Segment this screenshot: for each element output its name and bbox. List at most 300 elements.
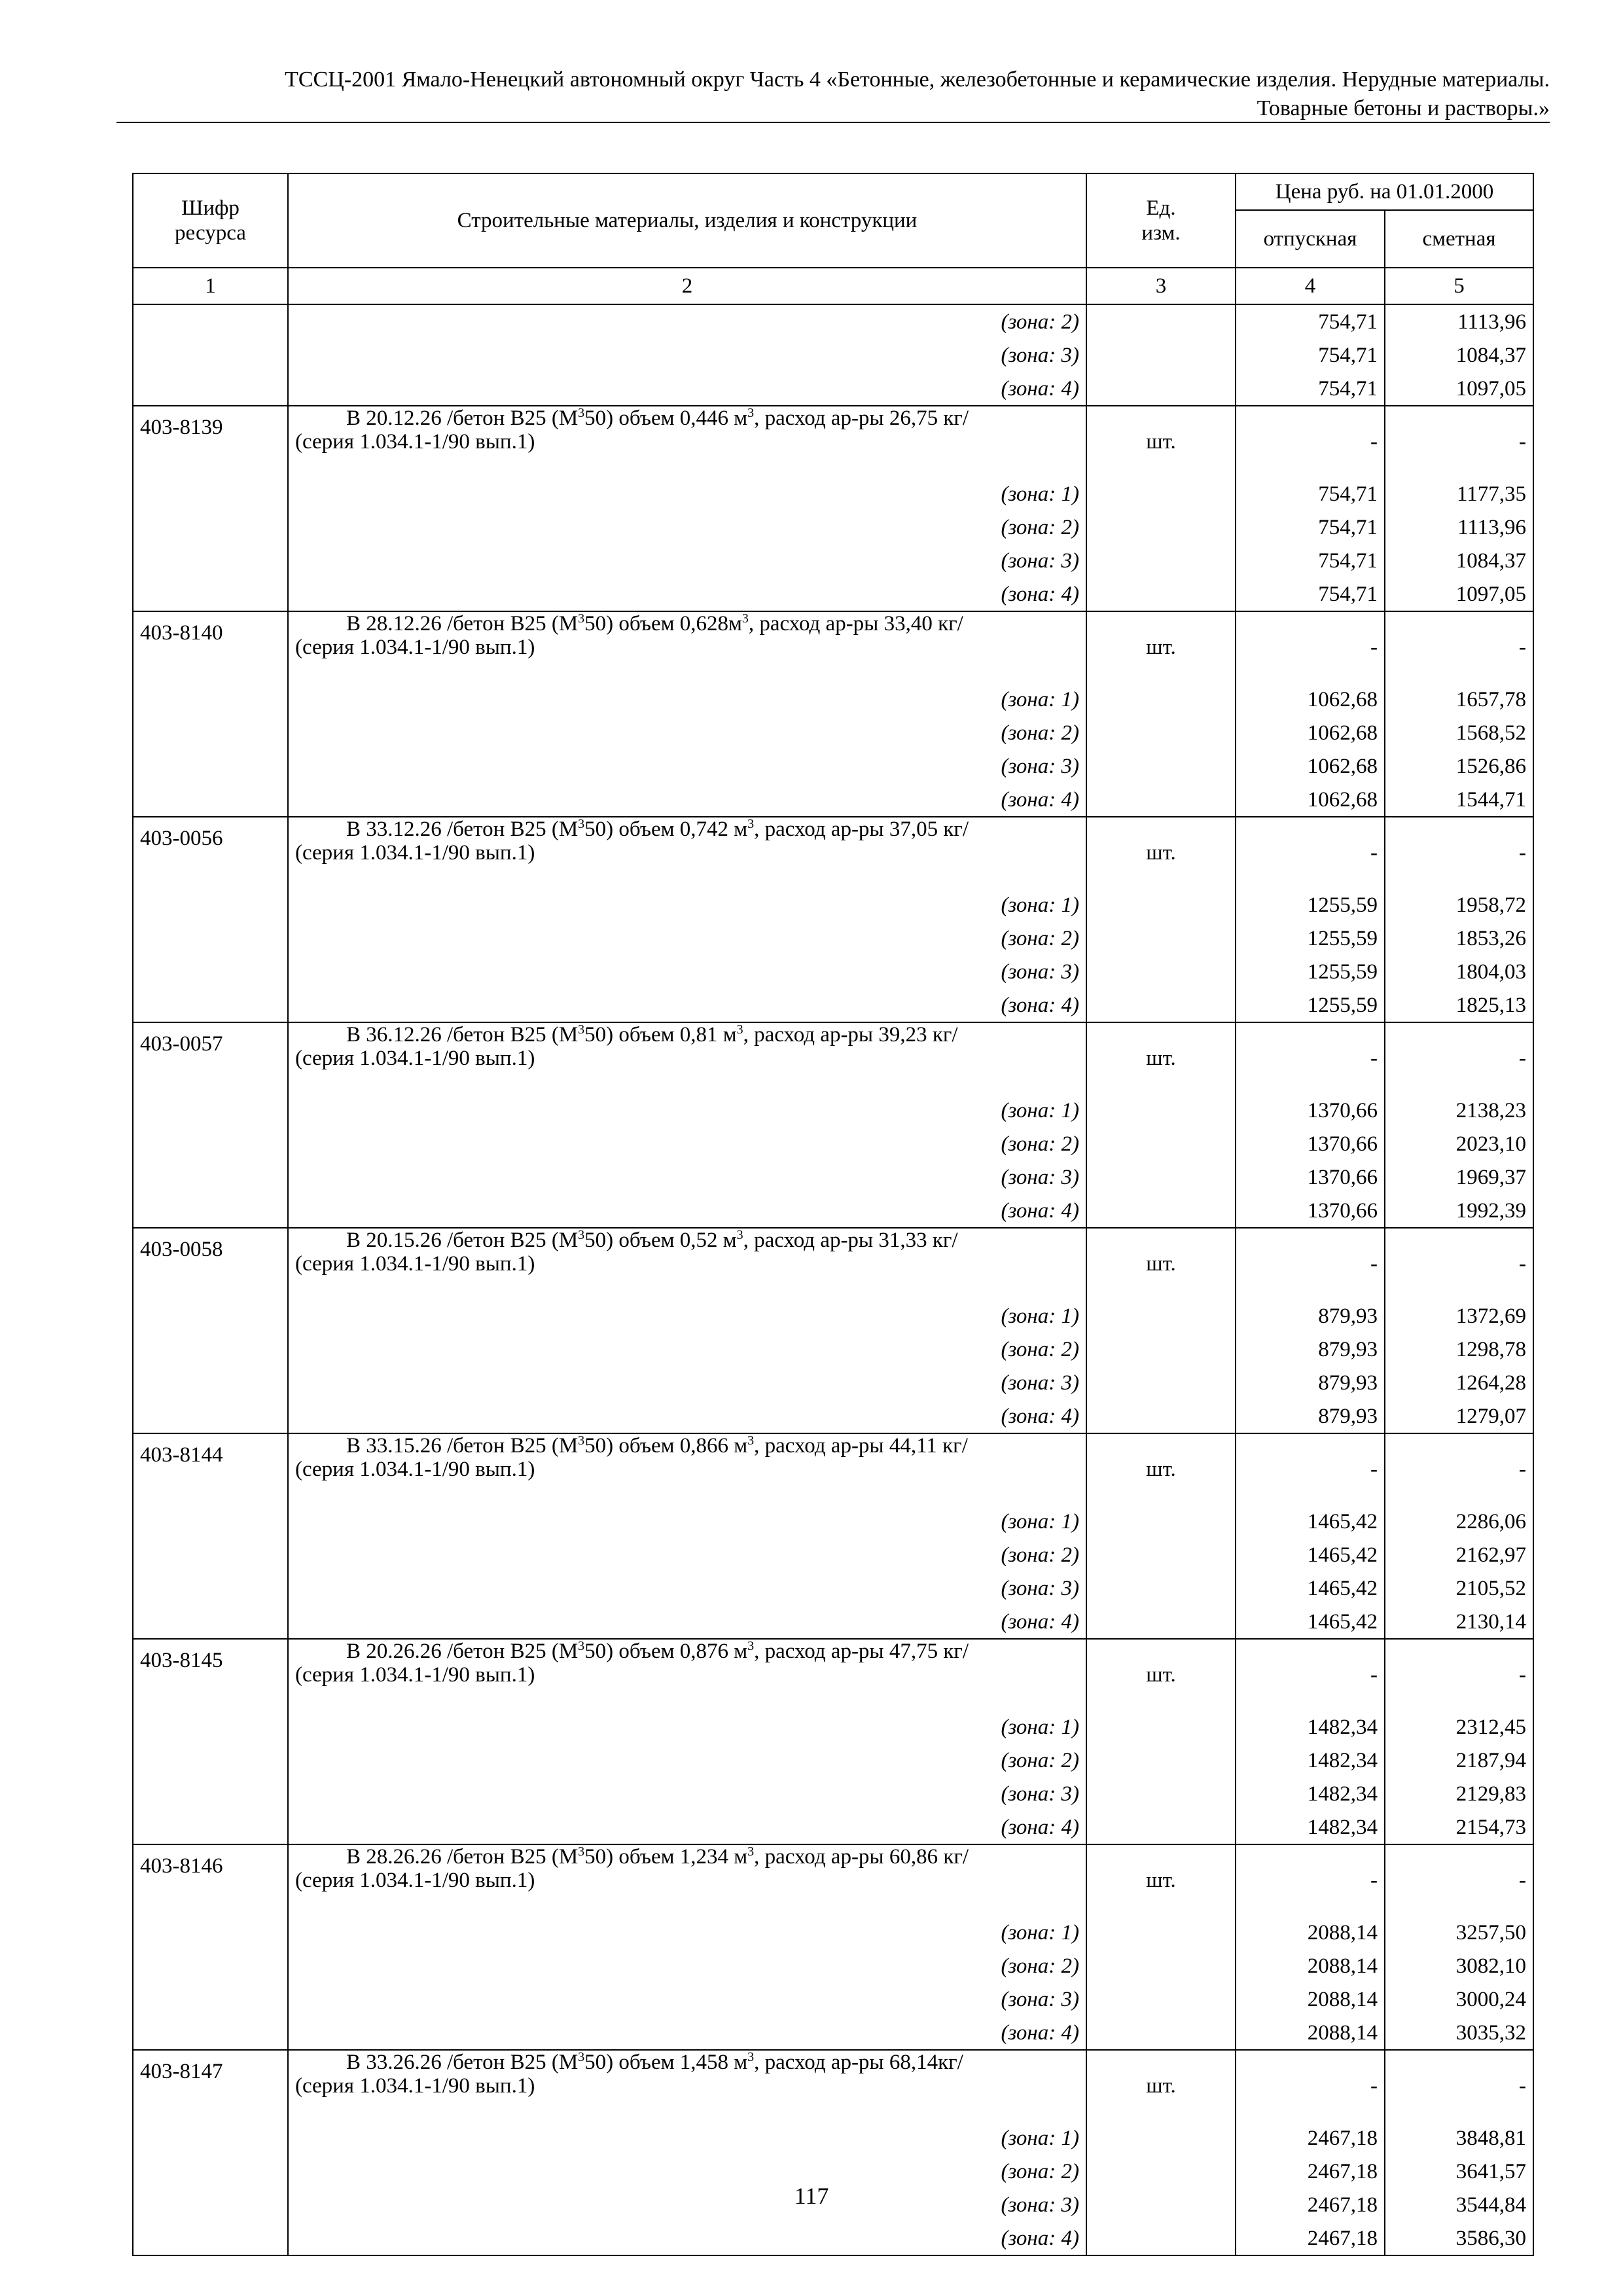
- code-cell-empty: [133, 511, 288, 544]
- unit-cell-empty: [1086, 783, 1236, 817]
- zone-label: (зона: 1): [288, 1916, 1086, 1949]
- description-part-c: , расход ар-ры 33,40 кг/: [748, 612, 963, 636]
- unit-of-measure: шт.: [1086, 1433, 1236, 1505]
- superscript-3: 3: [578, 817, 585, 831]
- code-cell-empty: [133, 1982, 288, 2016]
- superscript-3: 3: [747, 2050, 755, 2064]
- release-price: 879,93: [1236, 1299, 1385, 1333]
- unit-of-measure: шт.: [1086, 2050, 1236, 2121]
- header-num-5: 5: [1385, 268, 1533, 304]
- zone-label: (зона: 4): [288, 372, 1086, 406]
- release-price: 1255,59: [1236, 955, 1385, 988]
- header-estimate: сметная: [1385, 210, 1533, 268]
- estimate-price: 1969,37: [1385, 1160, 1533, 1194]
- release-price-dash: -: [1236, 2050, 1385, 2121]
- table-row: [133, 783, 1533, 817]
- release-price-dash: -: [1236, 1433, 1385, 1505]
- unit-cell-empty: [1086, 1538, 1236, 1571]
- description-part-b: 50) объем 0,876 м: [584, 1640, 748, 1663]
- code-cell-empty: [133, 338, 288, 372]
- zone-label: (зона: 1): [288, 2121, 1086, 2155]
- description-line-2: (серия 1.034.1-1/90 вып.1): [295, 1458, 535, 1481]
- table-header: [133, 173, 1533, 304]
- superscript-3: 3: [736, 1022, 743, 1037]
- description-part-b: 50) объем 0,52 м: [584, 1229, 737, 1252]
- code-cell-empty: [133, 2016, 288, 2050]
- unit-of-measure: шт.: [1086, 817, 1236, 888]
- release-price-dash: -: [1236, 406, 1385, 477]
- description-part-b: 50) объем 0,628м: [584, 612, 742, 636]
- code-cell-empty: [133, 683, 288, 716]
- unit-cell-empty: [1086, 1949, 1236, 1982]
- material-description: [288, 817, 1086, 888]
- zone-label: (зона: 3): [288, 1366, 1086, 1399]
- estimate-price: 2154,73: [1385, 1810, 1533, 1844]
- table-row: [133, 1194, 1533, 1228]
- unit-cell-empty: [1086, 716, 1236, 749]
- estimate-price: 2187,94: [1385, 1744, 1533, 1777]
- resource-code: 403-0056: [133, 817, 288, 888]
- release-price: 1465,42: [1236, 1538, 1385, 1571]
- unit-cell-empty: [1086, 544, 1236, 577]
- estimate-price: 1113,96: [1385, 304, 1533, 338]
- description-part-a: В 28.12.26 /бетон В25 (М: [346, 612, 579, 636]
- superscript-3: 3: [747, 817, 755, 831]
- unit-cell-empty: [1086, 1160, 1236, 1194]
- table-row: [133, 683, 1533, 716]
- estimate-price: 2138,23: [1385, 1094, 1533, 1127]
- estimate-price: 1853,26: [1385, 922, 1533, 955]
- resource-code: 403-8145: [133, 1639, 288, 1710]
- table-row: [133, 1777, 1533, 1810]
- zone-label: (зона: 4): [288, 1194, 1086, 1228]
- code-cell-empty: [133, 304, 288, 338]
- material-description: [288, 1228, 1086, 1299]
- description-line-1: [295, 1023, 1079, 1047]
- header-num-1: 1: [133, 268, 288, 304]
- zone-label: (зона: 1): [288, 888, 1086, 922]
- zone-label: (зона: 1): [288, 1299, 1086, 1333]
- release-price: 1062,68: [1236, 749, 1385, 783]
- table-row: [133, 1366, 1533, 1399]
- resource-code: 403-0058: [133, 1228, 288, 1299]
- superscript-3: 3: [736, 1228, 743, 1242]
- zone-label: (зона: 2): [288, 1538, 1086, 1571]
- release-price: 1482,34: [1236, 1710, 1385, 1744]
- description-part-b: 50) объем 0,81 м: [584, 1023, 737, 1047]
- release-price: 1370,66: [1236, 1194, 1385, 1228]
- release-price-dash: -: [1236, 611, 1385, 683]
- estimate-price: 3848,81: [1385, 2121, 1533, 2155]
- estimate-price: 3257,50: [1385, 1916, 1533, 1949]
- unit-cell-empty: [1086, 749, 1236, 783]
- estimate-price: 1279,07: [1385, 1399, 1533, 1433]
- estimate-price: 3641,57: [1385, 2155, 1533, 2188]
- material-description: [288, 1022, 1086, 1094]
- zone-label: (зона: 2): [288, 1744, 1086, 1777]
- unit-cell-empty: [1086, 1916, 1236, 1949]
- item-row: [133, 2050, 1533, 2121]
- estimate-price: 1958,72: [1385, 888, 1533, 922]
- release-price: 1370,66: [1236, 1160, 1385, 1194]
- code-cell-empty: [133, 544, 288, 577]
- description-part-a: В 33.15.26 /бетон В25 (М: [346, 1434, 579, 1458]
- zone-label: (зона: 3): [288, 1571, 1086, 1605]
- unit-of-measure: шт.: [1086, 1639, 1236, 1710]
- estimate-price: 1298,78: [1385, 1333, 1533, 1366]
- release-price: 754,71: [1236, 304, 1385, 338]
- description-part-c: , расход ар-ры 31,33 кг/: [743, 1229, 958, 1252]
- description-line-1: [295, 1434, 1079, 1458]
- superscript-3: 3: [747, 406, 755, 420]
- code-cell-empty: [133, 1710, 288, 1744]
- header-num-3: 3: [1086, 268, 1236, 304]
- zone-label: (зона: 1): [288, 477, 1086, 511]
- release-price: 2467,18: [1236, 2155, 1385, 2188]
- zone-label: (зона: 3): [288, 1160, 1086, 1194]
- description-part-a: В 20.15.26 /бетон В25 (М: [346, 1229, 579, 1252]
- zone-label: (зона: 3): [288, 1982, 1086, 2016]
- estimate-price: 2286,06: [1385, 1505, 1533, 1538]
- description-part-c: , расход ар-ры 68,14кг/: [754, 2051, 963, 2074]
- unit-cell-empty: [1086, 1710, 1236, 1744]
- description-line-2: (серия 1.034.1-1/90 вып.1): [295, 1869, 535, 1892]
- estimate-price: 1657,78: [1385, 683, 1533, 716]
- release-price: 2467,18: [1236, 2221, 1385, 2255]
- release-price: 2088,14: [1236, 1982, 1385, 2016]
- description-line-1: [295, 1229, 1079, 1252]
- zone-label: (зона: 4): [288, 1810, 1086, 1844]
- code-cell-empty: [133, 1366, 288, 1399]
- table-row: [133, 372, 1533, 406]
- estimate-price: 3035,32: [1385, 2016, 1533, 2050]
- page-number: 117: [794, 2183, 829, 2209]
- estimate-price-dash: -: [1385, 1844, 1533, 1916]
- code-cell-empty: [133, 2121, 288, 2155]
- unit-cell-empty: [1086, 1366, 1236, 1399]
- item-row: [133, 1228, 1533, 1299]
- release-price-dash: -: [1236, 1639, 1385, 1710]
- material-description: [288, 2050, 1086, 2121]
- code-cell-empty: [133, 1399, 288, 1433]
- resource-code: 403-0057: [133, 1022, 288, 1094]
- table-row: [133, 1571, 1533, 1605]
- code-cell-empty: [133, 888, 288, 922]
- table-row: [133, 577, 1533, 611]
- description-line-2: (серия 1.034.1-1/90 вып.1): [295, 841, 535, 865]
- table-row: [133, 1399, 1533, 1433]
- table-row: [133, 749, 1533, 783]
- release-price: 1062,68: [1236, 683, 1385, 716]
- code-cell-empty: [133, 1505, 288, 1538]
- release-price-dash: -: [1236, 1844, 1385, 1916]
- code-cell-empty: [133, 1571, 288, 1605]
- release-price: 879,93: [1236, 1366, 1385, 1399]
- unit-cell-empty: [1086, 988, 1236, 1022]
- description-part-a: В 28.26.26 /бетон В25 (М: [346, 1845, 579, 1869]
- estimate-price: 3082,10: [1385, 1949, 1533, 1982]
- release-price-dash: -: [1236, 1228, 1385, 1299]
- release-price: 1255,59: [1236, 888, 1385, 922]
- release-price: 754,71: [1236, 372, 1385, 406]
- code-cell-empty: [133, 2221, 288, 2255]
- estimate-price-dash: -: [1385, 1433, 1533, 1505]
- estimate-price: 1097,05: [1385, 577, 1533, 611]
- zone-label: (зона: 4): [288, 577, 1086, 611]
- estimate-price: 1084,37: [1385, 338, 1533, 372]
- zone-label: (зона: 3): [288, 749, 1086, 783]
- zone-label: (зона: 4): [288, 2016, 1086, 2050]
- code-cell-empty: [133, 749, 288, 783]
- material-description: [288, 1844, 1086, 1916]
- description-part-c: , расход ар-ры 26,75 кг/: [754, 406, 969, 430]
- table-row: [133, 1505, 1533, 1538]
- unit-cell-empty: [1086, 1810, 1236, 1844]
- header-code: Шифр ресурса: [133, 173, 288, 268]
- description-part-c: , расход ар-ры 39,23 кг/: [743, 1023, 958, 1047]
- estimate-price: 2130,14: [1385, 1605, 1533, 1639]
- zone-label: (зона: 1): [288, 1710, 1086, 1744]
- description-part-a: В 33.12.26 /бетон В25 (М: [346, 817, 579, 841]
- release-price: 2088,14: [1236, 2016, 1385, 2050]
- release-price: 2467,18: [1236, 2188, 1385, 2221]
- zone-label: (зона: 2): [288, 2155, 1086, 2188]
- estimate-price-dash: -: [1385, 406, 1533, 477]
- description-part-a: В 33.26.26 /бетон В25 (М: [346, 2051, 579, 2074]
- description-line-2: (серия 1.034.1-1/90 вып.1): [295, 430, 535, 454]
- material-description: [288, 611, 1086, 683]
- unit-cell-empty: [1086, 1982, 1236, 2016]
- code-cell-empty: [133, 988, 288, 1022]
- estimate-price-dash: -: [1385, 817, 1533, 888]
- code-cell-empty: [133, 1777, 288, 1810]
- superscript-3: 3: [578, 1228, 585, 1242]
- estimate-price: 3000,24: [1385, 1982, 1533, 2016]
- description-part-a: В 36.12.26 /бетон В25 (М: [346, 1023, 579, 1047]
- header-unit: Ед. изм.: [1086, 173, 1236, 268]
- zone-label: (зона: 2): [288, 304, 1086, 338]
- release-price: 1255,59: [1236, 988, 1385, 1022]
- release-price: 1465,42: [1236, 1505, 1385, 1538]
- superscript-3: 3: [741, 611, 749, 626]
- code-cell-empty: [133, 1744, 288, 1777]
- code-cell-empty: [133, 1916, 288, 1949]
- unit-cell-empty: [1086, 1094, 1236, 1127]
- table-row: [133, 1538, 1533, 1571]
- header-rule: [116, 122, 1550, 123]
- page-header: [116, 65, 1550, 123]
- superscript-3: 3: [578, 1433, 585, 1448]
- code-cell-empty: [133, 783, 288, 817]
- estimate-price: 1097,05: [1385, 372, 1533, 406]
- estimate-price: 2023,10: [1385, 1127, 1533, 1160]
- unit-cell-empty: [1086, 955, 1236, 988]
- code-cell-empty: [133, 577, 288, 611]
- estimate-price: 1113,96: [1385, 511, 1533, 544]
- description-line-1: [295, 1845, 1079, 1869]
- resource-code: 403-8146: [133, 1844, 288, 1916]
- zone-label: (зона: 2): [288, 511, 1086, 544]
- release-price: 1482,34: [1236, 1744, 1385, 1777]
- zone-label: (зона: 2): [288, 1127, 1086, 1160]
- release-price: 879,93: [1236, 1399, 1385, 1433]
- zone-label: (зона: 2): [288, 716, 1086, 749]
- release-price: 1482,34: [1236, 1810, 1385, 1844]
- description-line-2: (серия 1.034.1-1/90 вып.1): [295, 1047, 535, 1070]
- item-row: [133, 1639, 1533, 1710]
- estimate-price: 1568,52: [1385, 716, 1533, 749]
- superscript-3: 3: [578, 1844, 585, 1859]
- release-price: 1465,42: [1236, 1605, 1385, 1639]
- estimate-price: 1264,28: [1385, 1366, 1533, 1399]
- unit-cell-empty: [1086, 2016, 1236, 2050]
- code-cell-empty: [133, 477, 288, 511]
- unit-of-measure: шт.: [1086, 611, 1236, 683]
- header-price: Цена руб. на 01.01.2000: [1236, 173, 1533, 210]
- table-row: [133, 2221, 1533, 2255]
- table-row: [133, 511, 1533, 544]
- estimate-price: 2162,97: [1385, 1538, 1533, 1571]
- code-cell-empty: [133, 1538, 288, 1571]
- unit-cell-empty: [1086, 683, 1236, 716]
- zone-label: (зона: 4): [288, 1399, 1086, 1433]
- description-part-c: , расход ар-ры 60,86 кг/: [754, 1845, 969, 1869]
- table-row: [133, 1605, 1533, 1639]
- description-line-2: (серия 1.034.1-1/90 вып.1): [295, 636, 535, 659]
- release-price-dash: -: [1236, 817, 1385, 888]
- zone-label: (зона: 4): [288, 2221, 1086, 2255]
- unit-cell-empty: [1086, 1571, 1236, 1605]
- table-row: [133, 1744, 1533, 1777]
- code-cell-empty: [133, 716, 288, 749]
- table-row: [133, 1916, 1533, 1949]
- estimate-price: 2312,45: [1385, 1710, 1533, 1744]
- table-row: [133, 338, 1533, 372]
- description-line-1: [295, 2051, 1079, 2074]
- unit-cell-empty: [1086, 1127, 1236, 1160]
- estimate-price: 2129,83: [1385, 1777, 1533, 1810]
- table-row: [133, 304, 1533, 338]
- description-part-c: , расход ар-ры 47,75 кг/: [754, 1640, 969, 1663]
- description-part-c: , расход ар-ры 37,05 кг/: [754, 817, 969, 841]
- unit-cell-empty: [1086, 922, 1236, 955]
- header-num-2: 2: [288, 268, 1086, 304]
- description-part-b: 50) объем 1,458 м: [584, 2051, 748, 2074]
- description-part-b: 50) объем 0,742 м: [584, 817, 748, 841]
- item-row: [133, 817, 1533, 888]
- item-row: [133, 406, 1533, 477]
- superscript-3: 3: [747, 1433, 755, 1448]
- release-price: 2467,18: [1236, 2121, 1385, 2155]
- code-cell-empty: [133, 1299, 288, 1333]
- estimate-price-dash: -: [1385, 611, 1533, 683]
- estimate-price: 1544,71: [1385, 783, 1533, 817]
- code-cell-empty: [133, 922, 288, 955]
- unit-cell-empty: [1086, 1399, 1236, 1433]
- resource-code: 403-8140: [133, 611, 288, 683]
- unit-cell-empty: [1086, 1299, 1236, 1333]
- table-row: [133, 1810, 1533, 1844]
- estimate-price: 1825,13: [1385, 988, 1533, 1022]
- price-table: [132, 173, 1534, 2256]
- description-line-2: (серия 1.034.1-1/90 вып.1): [295, 2074, 535, 2098]
- code-cell-empty: [133, 1194, 288, 1228]
- header-release: отпускная: [1236, 210, 1385, 268]
- code-cell-empty: [133, 372, 288, 406]
- estimate-price: 1177,35: [1385, 477, 1533, 511]
- table-row: [133, 1710, 1533, 1744]
- unit-cell-empty: [1086, 2121, 1236, 2155]
- item-row: [133, 1433, 1533, 1505]
- unit-cell-empty: [1086, 304, 1236, 338]
- estimate-price: 1992,39: [1385, 1194, 1533, 1228]
- code-cell-empty: [133, 1094, 288, 1127]
- zone-label: (зона: 3): [288, 544, 1086, 577]
- superscript-3: 3: [747, 1844, 755, 1859]
- unit-cell-empty: [1086, 888, 1236, 922]
- unit-of-measure: шт.: [1086, 406, 1236, 477]
- table-row: [133, 544, 1533, 577]
- description-part-a: В 20.12.26 /бетон В25 (М: [346, 406, 579, 430]
- unit-cell-empty: [1086, 338, 1236, 372]
- table-body: [133, 304, 1533, 2255]
- zone-label: (зона: 4): [288, 1605, 1086, 1639]
- release-price: 879,93: [1236, 1333, 1385, 1366]
- estimate-price: 1804,03: [1385, 955, 1533, 988]
- zone-label: (зона: 3): [288, 955, 1086, 988]
- material-description: [288, 1639, 1086, 1710]
- description-line-2: (серия 1.034.1-1/90 вып.1): [295, 1663, 535, 1687]
- zone-label: (зона: 1): [288, 683, 1086, 716]
- superscript-3: 3: [578, 1639, 585, 1653]
- item-row: [133, 1022, 1533, 1094]
- table-row: [133, 477, 1533, 511]
- resource-code: 403-8147: [133, 2050, 288, 2121]
- unit-cell-empty: [1086, 577, 1236, 611]
- code-cell-empty: [133, 1127, 288, 1160]
- header-line-1: ТССЦ-2001 Ямало-Ненецкий автономный округ Часть 4 «Бетонные, железобетонные и керамические изделия. Нерудные материалы.: [285, 67, 1550, 92]
- release-price: 1062,68: [1236, 783, 1385, 817]
- table-row: [133, 1949, 1533, 1982]
- release-price: 754,71: [1236, 577, 1385, 611]
- zone-label: (зона: 2): [288, 1949, 1086, 1982]
- release-price: 1062,68: [1236, 716, 1385, 749]
- zone-label: (зона: 1): [288, 1505, 1086, 1538]
- table-row: [133, 1333, 1533, 1366]
- table-row: [133, 2016, 1533, 2050]
- estimate-price: 1372,69: [1385, 1299, 1533, 1333]
- zone-label: (зона: 2): [288, 922, 1086, 955]
- table-row: [133, 1299, 1533, 1333]
- table-row: [133, 1094, 1533, 1127]
- release-price: 754,71: [1236, 338, 1385, 372]
- superscript-3: 3: [578, 406, 585, 420]
- unit-of-measure: шт.: [1086, 1022, 1236, 1094]
- unit-of-measure: шт.: [1086, 1228, 1236, 1299]
- estimate-price: 3586,30: [1385, 2221, 1533, 2255]
- estimate-price-dash: -: [1385, 2050, 1533, 2121]
- code-cell-empty: [133, 1810, 288, 1844]
- code-cell-empty: [133, 1949, 288, 1982]
- unit-cell-empty: [1086, 1777, 1236, 1810]
- release-price: 1482,34: [1236, 1777, 1385, 1810]
- release-price: 754,71: [1236, 511, 1385, 544]
- zone-label: (зона: 3): [288, 2188, 1086, 2221]
- resource-code: 403-8139: [133, 406, 288, 477]
- unit-cell-empty: [1086, 1744, 1236, 1777]
- description-part-b: 50) объем 0,446 м: [584, 406, 748, 430]
- unit-cell-empty: [1086, 1333, 1236, 1366]
